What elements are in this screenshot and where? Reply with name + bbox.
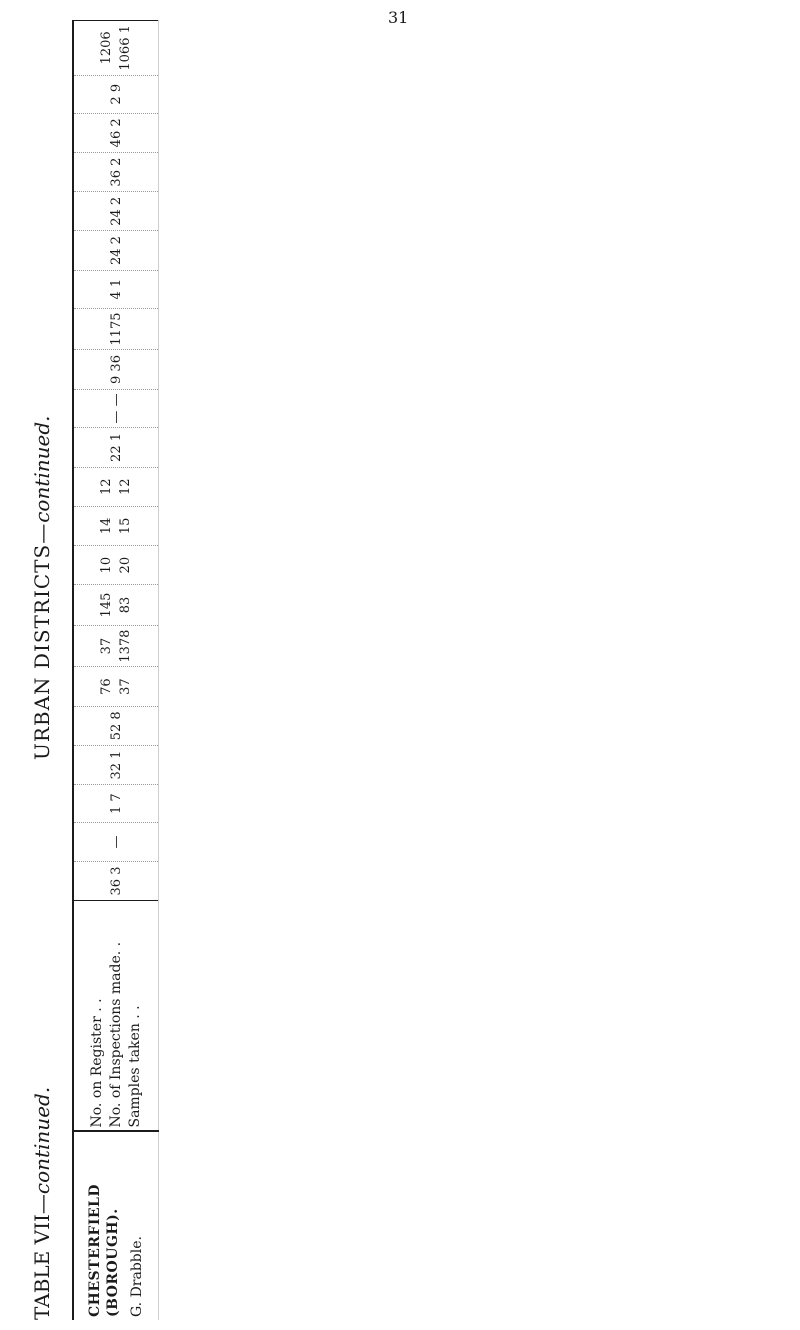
district-block	[73, 21, 159, 1321]
district-name: CHESTERFIELD	[87, 1183, 103, 1317]
value-cell: 145 83	[73, 585, 159, 625]
row-label: No. of Inspections made. .	[107, 941, 124, 1128]
value-cell: 4 1	[73, 270, 159, 308]
section-title: URBAN DISTRICTS—continued.	[30, 415, 54, 760]
value-cell: 1 7	[73, 785, 159, 823]
value-cell: 12 12	[73, 467, 159, 506]
row-labels	[73, 901, 159, 1132]
value-cell: 10 20	[73, 546, 159, 585]
value-cell: 36 2	[73, 152, 159, 191]
value-cell: 1206 1066 1	[73, 21, 159, 76]
inspection-table	[72, 20, 159, 1320]
officer-name: G. Drabble.	[129, 1236, 145, 1317]
value-cell: — —	[73, 389, 159, 428]
value-cell: 1175	[73, 308, 159, 350]
value-cell: 76 37	[73, 667, 159, 706]
value-cell: 46 2	[73, 113, 159, 152]
value-cell: —	[73, 823, 159, 862]
row-label: Samples taken . .	[126, 1005, 143, 1128]
value-cell: 36 3	[73, 861, 159, 900]
page-number: 31	[388, 8, 409, 27]
value-cell: 37 1378	[73, 625, 159, 667]
value-cell: 24 2	[73, 231, 159, 270]
district-name: (BOROUGH).	[105, 1208, 121, 1317]
value-cell: 22 1	[73, 428, 159, 467]
value-cell: 14 15	[73, 506, 159, 545]
district-cell	[73, 1132, 159, 1321]
table-title: TABLE VII—continued.	[30, 1086, 54, 1320]
row-label: No. on Register . .	[88, 998, 105, 1128]
rotated-table-page	[20, 20, 780, 1320]
value-cell: 24 2	[73, 192, 159, 231]
value-cell: 52 8	[73, 706, 159, 745]
value-cell: 2 9	[73, 75, 159, 113]
table-caption	[20, 20, 64, 1320]
value-cell: 9 36	[73, 350, 159, 389]
value-cell: 32 1	[73, 745, 159, 784]
